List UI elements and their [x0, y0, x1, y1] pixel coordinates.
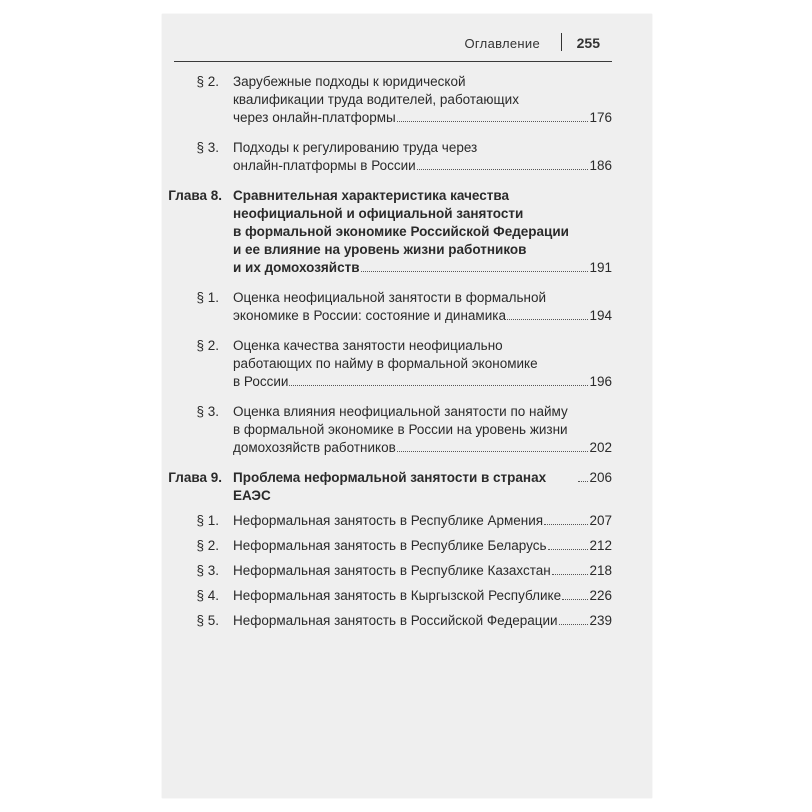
toc-entry-text-line: в России	[233, 374, 289, 389]
toc-entry-text-line: Зарубежные подходы к юридической	[233, 74, 466, 89]
toc-entry-text-line: Неформальная занятость в Республике Беларусь	[233, 538, 547, 553]
dot-leader	[559, 624, 589, 625]
toc-entry-title	[219, 562, 612, 580]
toc-section-entry[interactable]	[162, 337, 612, 391]
toc-entry-text-line: Проблема неформальной занятости в странах ЕАЭС	[233, 470, 547, 503]
toc-entry-text-line: Неформальная занятость в Республике Казахстан	[233, 563, 551, 578]
toc-entry-text-line: работающих по найму в формальной экономике	[233, 356, 538, 371]
header-divider	[561, 33, 563, 51]
toc-page-number: 186	[589, 158, 612, 173]
toc-chapter-entry[interactable]	[162, 469, 612, 505]
toc-entry-title	[219, 403, 612, 457]
toc-section-entry[interactable]	[162, 139, 612, 175]
toc-entry-title	[219, 512, 612, 530]
toc-entry-label: § 2.	[196, 538, 219, 553]
header-page-number: 255	[576, 35, 600, 51]
toc-entry-label: § 3.	[196, 563, 219, 578]
toc-section-entry[interactable]	[162, 289, 612, 325]
dot-leader	[397, 121, 589, 122]
toc-entry-text-line: через онлайн-платформы	[233, 110, 396, 125]
toc-entry-text-line: в формальной экономике Российской Федерации	[233, 224, 569, 239]
toc-entry-text-line: Подходы к регулированию труда через	[233, 140, 478, 155]
toc-entry-label: § 3.	[196, 404, 219, 419]
toc-entry-text-line: Оценка влияния неофициальной занятости по найму	[233, 404, 568, 419]
toc-entry-label: § 1.	[196, 290, 219, 305]
toc-page-number: 212	[589, 538, 612, 553]
toc-entry-text-line: неофициальной и официальной занятости	[233, 206, 524, 221]
toc-section-entry[interactable]	[162, 537, 612, 555]
dot-leader	[548, 549, 589, 550]
toc-entry-text-line: домохозяйств работников	[233, 440, 396, 455]
toc-entry-label: Глава 9.	[168, 470, 222, 485]
toc-entry-label: § 5.	[196, 613, 219, 628]
toc-entry-text-line: и их домохозяйств	[233, 260, 360, 275]
toc-entry-text-line: Оценка качества занятости неофициально	[233, 338, 503, 353]
toc-section-entry[interactable]	[162, 562, 612, 580]
toc-entry-text-line: и ее влияние на уровень жизни работников	[233, 242, 527, 257]
toc-section-entry[interactable]	[162, 512, 612, 530]
dot-leader	[552, 574, 589, 575]
toc-entry-title	[219, 73, 612, 127]
toc-entry-label: § 2.	[196, 74, 219, 89]
toc-entry-label: § 3.	[196, 140, 219, 155]
table-of-contents	[162, 73, 612, 637]
toc-entry-title	[222, 187, 612, 277]
toc-page-number: 202	[589, 440, 612, 455]
header-title: Оглавление	[464, 36, 540, 51]
running-header	[174, 14, 612, 62]
toc-page-number: 191	[589, 260, 612, 275]
dot-leader	[289, 385, 588, 386]
toc-section-entry[interactable]	[162, 403, 612, 457]
toc-entry-title	[219, 587, 612, 605]
toc-entry-title	[219, 612, 612, 630]
toc-entry-label: § 4.	[196, 588, 219, 603]
toc-entry-title	[219, 337, 612, 391]
toc-page-number: 207	[589, 513, 612, 528]
toc-section-entry[interactable]	[162, 612, 612, 630]
toc-page-number: 194	[589, 308, 612, 323]
book-page	[162, 14, 652, 798]
dot-leader	[544, 524, 588, 525]
dot-leader	[562, 599, 588, 600]
toc-page-number: 196	[589, 374, 612, 389]
toc-page-number: 206	[589, 470, 612, 485]
toc-entry-text-line: экономике в России: состояние и динамика	[233, 308, 506, 323]
toc-entry-text-line: онлайн-платформы в России	[233, 158, 416, 173]
toc-entry-label: § 2.	[196, 338, 219, 353]
dot-leader	[417, 169, 589, 170]
toc-entry-title	[219, 537, 612, 555]
toc-page-number: 226	[589, 588, 612, 603]
toc-entry-label: § 1.	[196, 513, 219, 528]
dot-leader	[397, 451, 589, 452]
dot-leader	[361, 271, 589, 272]
toc-entry-text-line: в формальной экономике в России на уровень жизни	[233, 422, 568, 437]
toc-entry-text-line: Неформальная занятость в Республике Армения	[233, 513, 544, 528]
dot-leader	[578, 481, 588, 482]
toc-entry-text-line: квалификации труда водителей, работающих	[233, 92, 519, 107]
toc-page-number: 239	[589, 613, 612, 628]
toc-entry-text-line: Неформальная занятость в Российской Федерации	[233, 613, 558, 628]
toc-section-entry[interactable]	[162, 587, 612, 605]
toc-entry-text-line: Неформальная занятость в Кыргызской Республике	[233, 588, 562, 603]
dot-leader	[507, 319, 589, 320]
toc-entry-label: Глава 8.	[168, 188, 222, 203]
toc-section-entry[interactable]	[162, 73, 612, 127]
toc-entry-text-line: Сравнительная характеристика качества	[233, 188, 510, 203]
toc-entry-title	[219, 289, 612, 325]
toc-entry-title	[222, 469, 612, 505]
toc-entry-title	[219, 139, 612, 175]
toc-page-number: 218	[589, 563, 612, 578]
toc-chapter-entry[interactable]	[162, 187, 612, 277]
toc-page-number: 176	[589, 110, 612, 125]
toc-entry-text-line: Оценка неофициальной занятости в формальной	[233, 290, 547, 305]
